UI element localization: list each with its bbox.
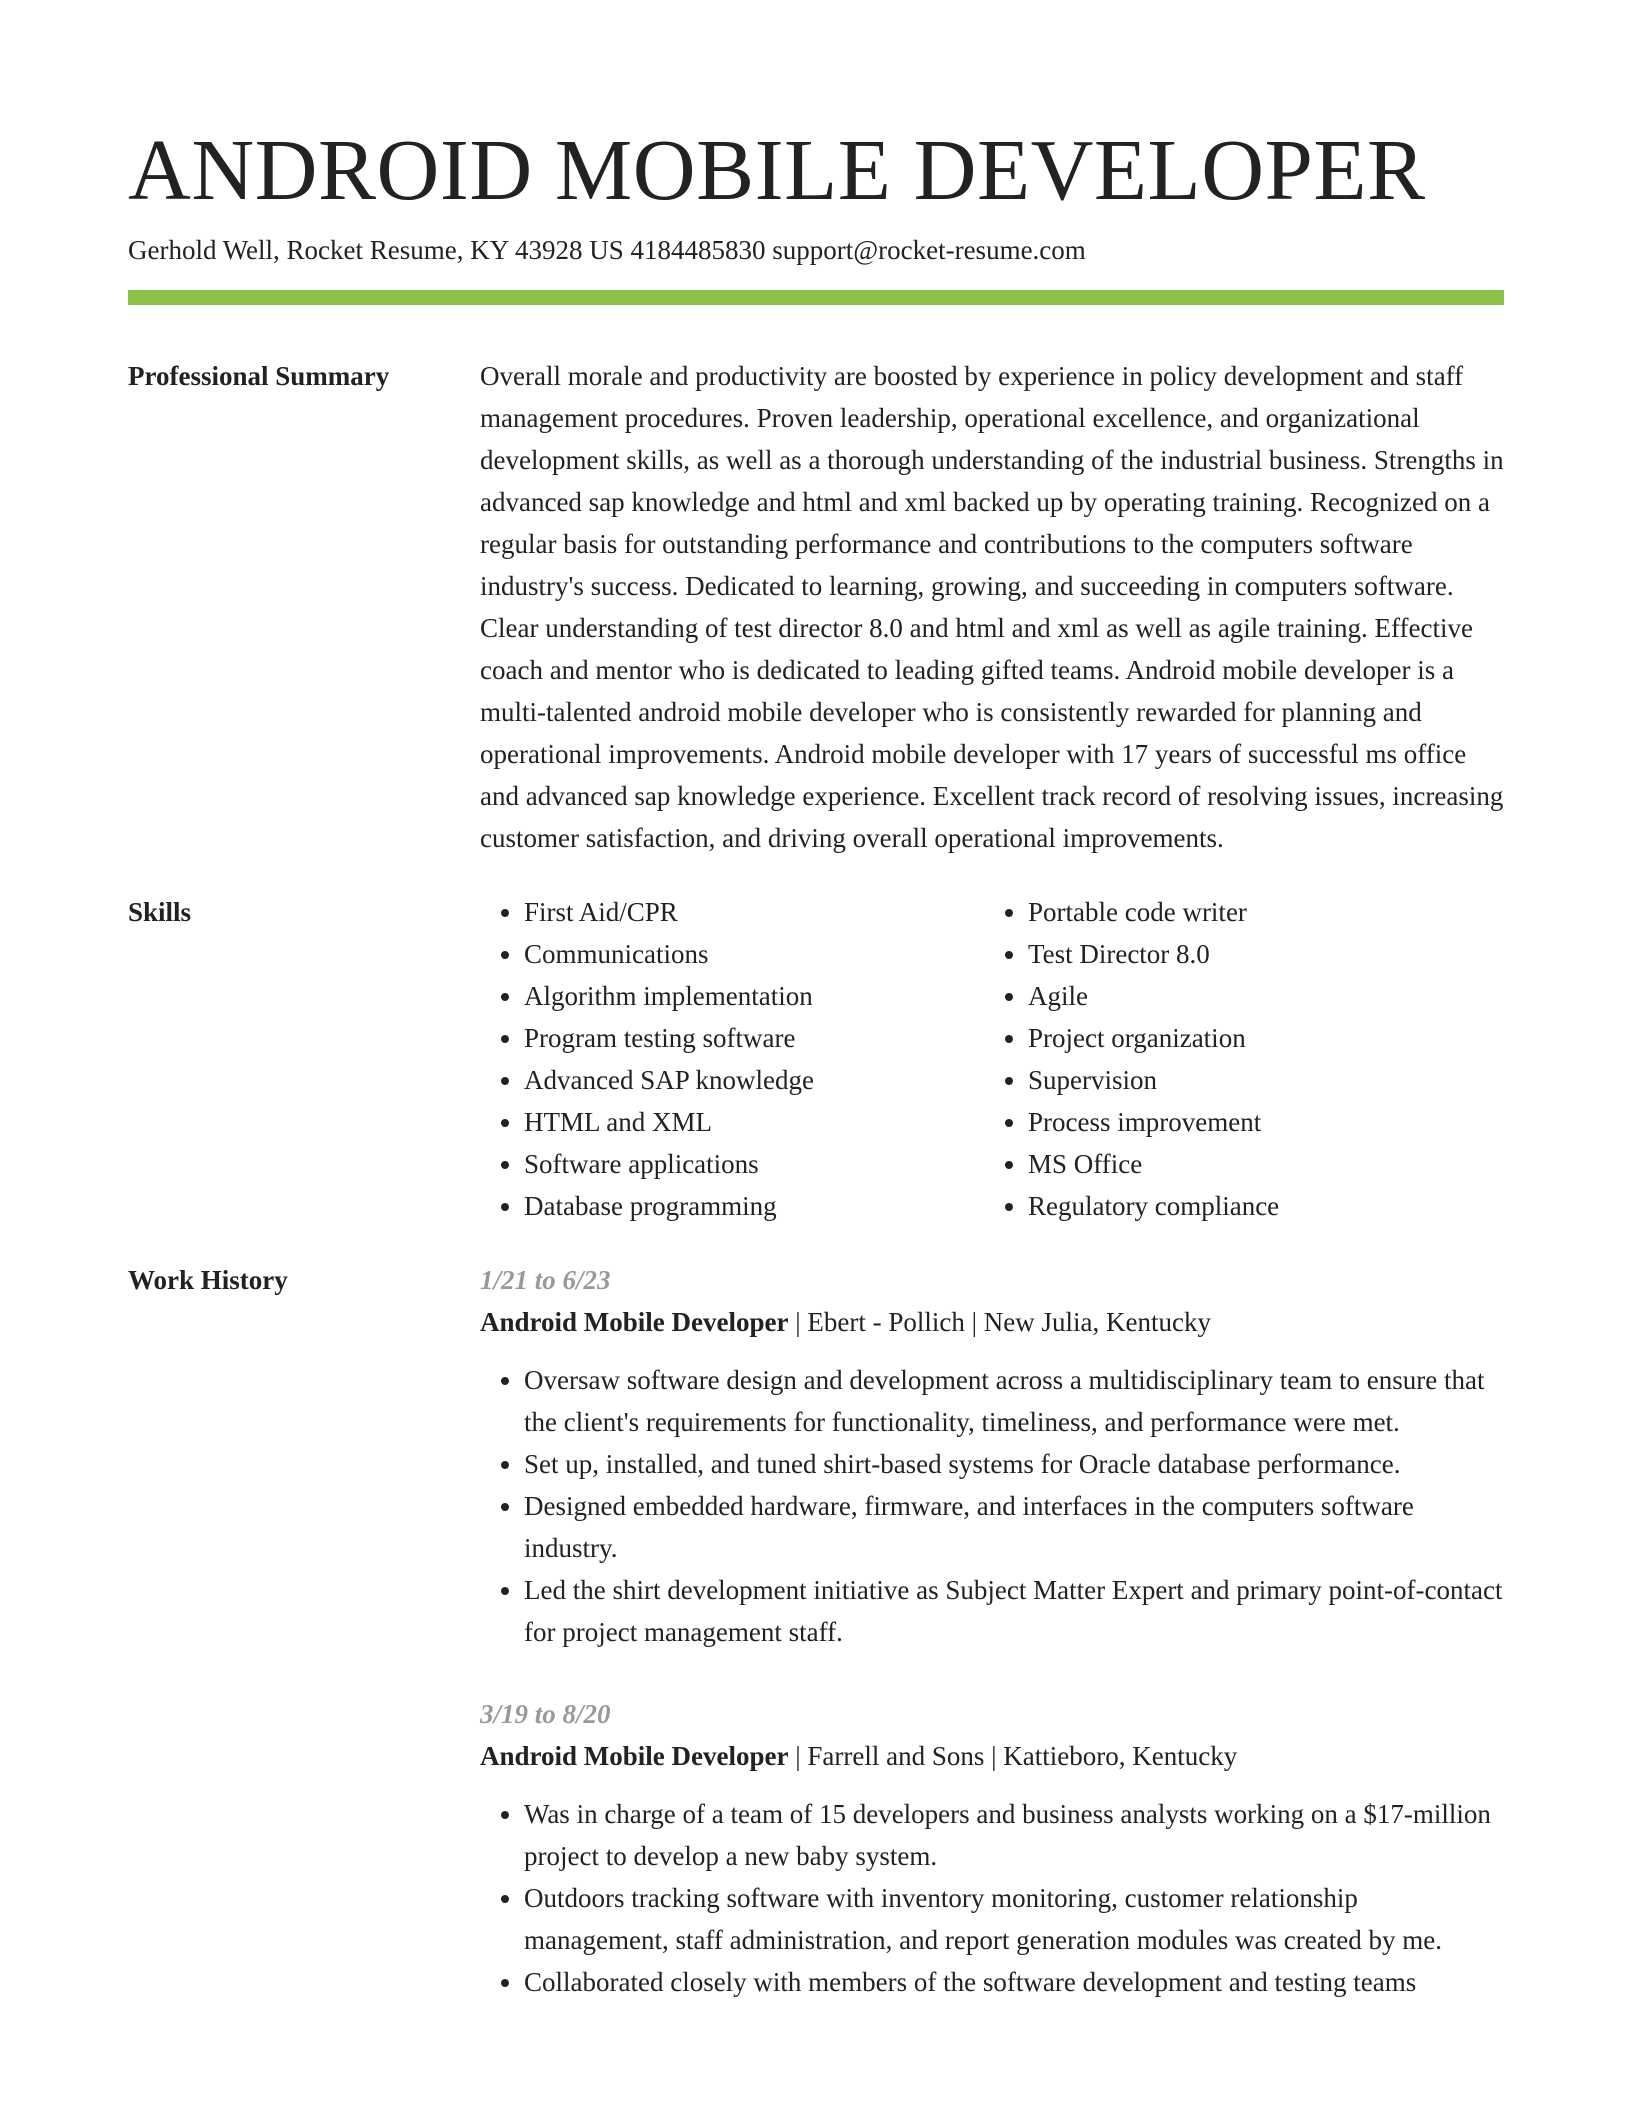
job-title: Android Mobile Developer [480,1307,789,1337]
job-title-line [480,1301,1504,1343]
resume-page [128,0,1504,2031]
job-bullet: • Designed embedded hardware, firmware, and interfaces in the computers software industry. [524,1485,1504,1569]
skills-section [128,891,1504,1227]
work-history-label: Work History [128,1265,288,1295]
resume-title: ANDROID MOBILE DEVELOPER [128,121,1426,218]
job-dates: 1/21 to 6/23 [480,1265,611,1295]
job-company: | Farrell and Sons | Kattieboro, Kentucky [788,1741,1238,1771]
job-title-line [480,1735,1504,1777]
job-bullets [480,1793,1504,2003]
job-entry [480,1693,1504,2003]
job-bullet: • Led the shirt development initiative as Subject Matter Expert and primary point-of-contact for project management staff. [524,1569,1504,1653]
job-bullet: • Outdoors tracking software with inventory monitoring, customer relationship management, staff administration, and report generation modules was created by me. [524,1877,1504,1961]
skill-item: • Algorithm implementation [524,975,984,1017]
skill-item: • Supervision [1028,1059,1488,1101]
skills-label: Skills [128,897,192,927]
skill-item: • Regulatory compliance [1028,1185,1488,1227]
skills-list-left [480,891,984,1227]
job-dates: 3/19 to 8/20 [480,1699,611,1729]
skill-item: • Process improvement [1028,1101,1488,1143]
job-entry [480,1259,1504,1653]
job-title: Android Mobile Developer [480,1741,789,1771]
job-bullet: • Was in charge of a team of 15 developers and business analysts working on a $17-million project to develop a new baby system. [524,1793,1504,1877]
skill-item: • Test Director 8.0 [1028,933,1488,975]
skill-item: • Project organization [1028,1017,1488,1059]
skill-item: • MS Office [1028,1143,1488,1185]
work-history-section [128,1259,1504,2031]
skills-list-right [984,891,1488,1227]
skill-item: • Advanced SAP knowledge [524,1059,984,1101]
header-divider [128,290,1504,305]
skill-item: • Portable code writer [1028,891,1488,933]
job-bullet: • Set up, installed, and tuned shirt-based systems for Oracle database performance. [524,1443,1504,1485]
job-bullets [480,1359,1504,1653]
skill-item: • Communications [524,933,984,975]
skill-item: • Database programming [524,1185,984,1227]
skill-item: • Agile [1028,975,1488,1017]
summary-section [128,355,1504,859]
job-bullet: • Oversaw software design and development across a multidisciplinary team to ensure that the client's requirements for functionality, timeliness, and performance were met. [524,1359,1504,1443]
skill-item: • Program testing software [524,1017,984,1059]
contact-line: Gerhold Well, Rocket Resume, KY 43928 US 4184485830 support@rocket-resume.com [128,235,1086,265]
skill-item: • Software applications [524,1143,984,1185]
job-bullet: • Collaborated closely with members of the software development and testing teams [524,1961,1504,2003]
skill-item: • HTML and XML [524,1101,984,1143]
summary-text: Overall morale and productivity are boosted by experience in policy development and staff management procedures. Proven leadership, operational excellence, and organizational development skills, as well as a thorough understanding of the industrial business. Strengths in advanced sap knowledge and html and xml backed up by operating training. Recognized on a regular basis for outstanding performance and contributions to the computers software industry's success. Dedicated to learning, growing, and succeeding in computers software. Clear understanding of test director 8.0 and html and xml as well as agile training. Effective coach and mentor who is dedicated to leading gifted teams. Android mobile developer is a multi-talented android mobile developer who is consistently rewarded for planning and operational improvements. Android mobile developer with 17 years of successful ms office and advanced sap knowledge experience. Excellent track record of resolving issues, increasing customer satisfaction, and driving overall operational improvements. [480,361,1504,853]
job-company: | Ebert - Pollich | New Julia, Kentucky [788,1307,1211,1337]
skill-item: • First Aid/CPR [524,891,984,933]
summary-label: Professional Summary [128,361,390,391]
